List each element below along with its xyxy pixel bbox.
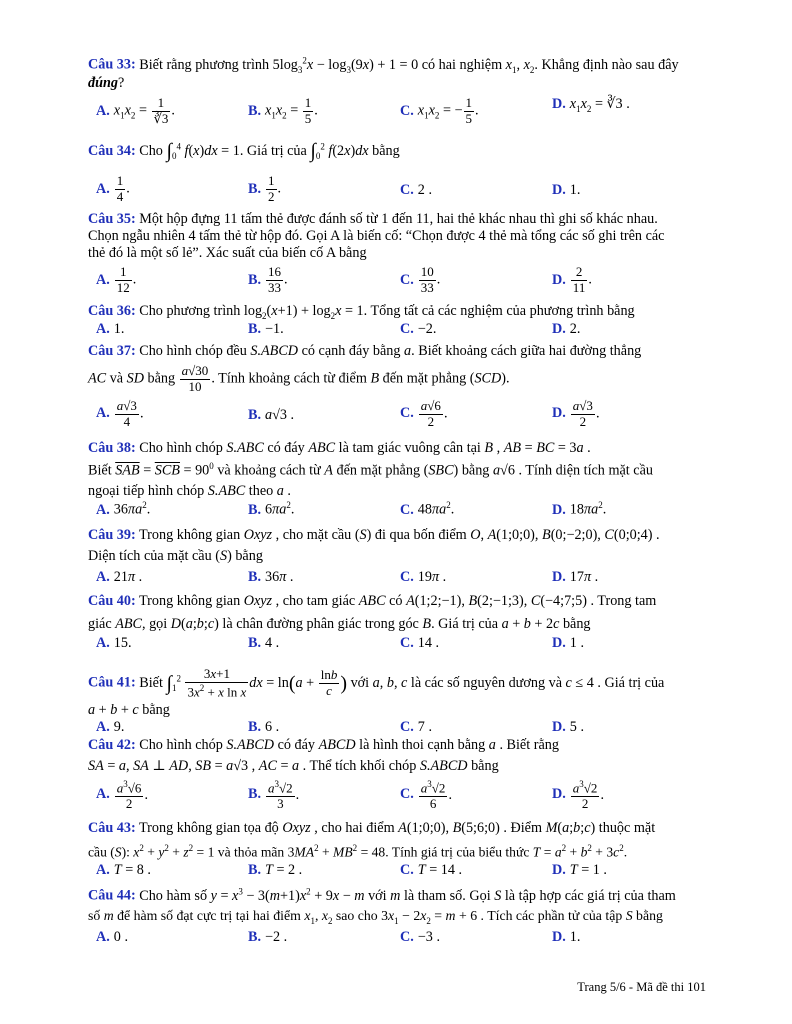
question-text: thẻ đó là một số lẻ”. Xác suất của biến cố A bằng [88, 244, 367, 261]
option-b: B. T = 2 . [248, 862, 303, 879]
option-c: C. −2. [400, 321, 437, 338]
option-c: C. −3 . [400, 928, 440, 945]
question-36 [88, 303, 708, 341]
option-b: B. $\frac{16}{33}$ . [248, 264, 288, 296]
question-42: Câu 42: Cho hình chóp S.ABCD có đáy ABCD là hình thoi cạnh bằng a . Biết rằng SA = a, SA ⊥ AD, SB = a√3 , AC = a . Thể tích khối chóp S.ABCD bằng A. $\frac{a^3√6}{2}$ . B. $\frac{a^3√2}{3}$ . C. $\frac{a^3√2}{6}$ . D. $\frac{a^3√2}{2}$ . [88, 737, 604, 811]
question-33: Câu 33: Biết rằng phương trình $5\log_3^2x - \log_3(9x) + 1 = 0$ có hai nghiệm $x_1$, $x_2$. Khẳng định nào sau đây đúng? A. $x_1x_2$ = $\frac{1}{∛3}$ . B. $x_1x_2$ = $\frac{1}{5}$ . C. $x_1x_2$ = − $\frac{1}{5}$ . D. $x_1x_2$ = ∛3 . [88, 55, 679, 126]
question-text: Cho $\int_0^4$ f(x)dx = 1. Giá trị của $\int_0^2$ f(2x)dx bằng [139, 140, 400, 162]
option-d: D. $\frac{a^3√2}{2}$ . [552, 778, 604, 811]
option-c: C. 14 . [400, 634, 440, 651]
option-c: C. 19π . [400, 568, 447, 585]
question-34 [88, 140, 708, 210]
option-a: A. $36\pi a^2$. [96, 499, 151, 518]
option-a: A. $\frac{a√3}{4}$ . [96, 397, 144, 429]
question-label: Câu 41: [88, 674, 136, 691]
option-b: B. a√3 . [248, 406, 295, 423]
option-d: D. $\frac{a√3}{2}$ . [552, 397, 600, 429]
question-text: Cho hàm số $y = x^3 - 3(m+1)x^2 + 9x - m$ với m là tham số. Gọi S là tập hợp các giá trị của tham [139, 886, 676, 904]
question-label: Câu 37: [88, 343, 136, 359]
question-text: Một hộp đựng 11 tấm thẻ được đánh số từ 1 đến 11, hai thẻ khác nhau thì ghi số khác nhau. [139, 211, 658, 227]
question-37: Câu 37: Cho hình chóp đều S.ABCD có cạnh đáy bằng a. Biết khoảng cách giữa hai đường thẳng AC và SD bằng $\frac{a√30}{10}$ . Tính khoảng cách từ điểm B đến mặt phẳng (SCD). A. $\frac{a√3}{4}$ . B. a√3 . C. $\frac{a√6}{2}$ . D. $\frac{a√3}{2}$ . [88, 343, 642, 429]
option-d: D. 1. [552, 182, 581, 198]
option-c: C. T = 14 . [400, 862, 463, 879]
question-label: Câu 39: [88, 527, 136, 543]
option-d: D. 1 . [552, 634, 584, 651]
question-38: Câu 38: Cho hình chóp S.ABC có đáy ABC là tam giác vuông cân tại B , AB = BC = 3a . Biết $\overline{SAB} = \overline{SCB} = 90^0$ và khoảng cách từ A đến mặt phẳng (SBC) bằng a√6 . Tính diện tích mặt cầu ngoại tiếp hình chóp S.ABC theo a . A. $36\pi a^2$. B. $6\pi a^2$. C. $48\pi a^2$. D. $18\pi a^2$. [88, 440, 653, 518]
question-text: Cho hình chóp S.ABCD có đáy ABCD là hình thoi cạnh bằng a . Biết rằng [139, 737, 559, 753]
option-c: C. 2 . [400, 182, 432, 198]
question-44: Câu 44: Cho hàm số $y = x^3 - 3(m+1)x^2 + 9x - m$ với m là tham số. Gọi S là tập hợp các giá trị của tham số m để hàm số đạt cực trị tại hai điểm $x_1$, $x_2$ sao cho $3x_1 - 2x_2 = m + 6$ . Tích các phần tử của tập S bằng A. 0 . B. −2 . C. −3 . D. 1. [88, 886, 676, 945]
option-c: C. $\frac{a^3√2}{6}$ . [400, 778, 452, 811]
option-b: B. 36π . [248, 568, 294, 585]
option-c: C. 7 . [400, 718, 432, 735]
option-c: C. $48\pi a^2$. [400, 499, 455, 518]
option-b: B. −2 . [248, 928, 288, 945]
question-label: Câu 44: [88, 887, 136, 904]
option-a: A. 0 . [96, 928, 128, 945]
question-text: Trong không gian tọa độ Oxyz , cho hai điểm A(1;0;0), B(5;6;0) . Điểm M(a;b;c) thuộc mặt [139, 820, 656, 836]
option-c: C. $\frac{a√6}{2}$ . [400, 397, 448, 429]
option-b: B. 4 . [248, 634, 280, 651]
question-41 [88, 658, 708, 739]
option-b: B. $x_1x_2$ = $\frac{1}{5}$ . [248, 94, 318, 126]
option-a: A. 21π . [96, 568, 143, 585]
option-a: A. 1. [96, 321, 125, 338]
question-text: Trong không gian Oxyz , cho mặt cầu (S) đi qua bốn điểm O, A(1;0;0), B(0;−2;0), C(0;0;4) . [139, 527, 660, 543]
option-d: D. $x_1x_2$ = ∛3 . [552, 95, 630, 114]
question-39: Câu 39: Trong không gian Oxyz , cho mặt cầu (S) đi qua bốn điểm O, A(1;0;0), B(0;−2;0), C(0;0;4) . Diện tích của mặt cầu (S) bằng A. 21π . B. 36π . C. 19π . D. 17π . [88, 527, 660, 585]
question-label: Câu 40: [88, 593, 136, 609]
page-footer: Trang 5/6 - Mã đề thi 101 [577, 980, 706, 994]
question-40: Câu 40: Trong không gian Oxyz , cho tam giác ABC có A(1;2;−1), B(2;−1;3), C(−4;7;5) . Trong tam giác ABC, gọi D(a;b;c) là chân đường phân giác trong góc B. Giá trị của a + b + 2c bằng A. 15. B. 4 . C. 14 . D. 1 . [88, 593, 657, 651]
question-text: Biết rằng phương trình $5\log_3^2x - \log_3(9x) + 1 = 0$ có hai nghiệm $x_1$, $x_2$. Khẳng định nào sau đây [139, 55, 679, 75]
question-label: Câu 35: [88, 211, 136, 227]
option-a: A. $\frac{1}{4}$ . [96, 173, 130, 204]
option-d: D. T = 1 . [552, 862, 607, 879]
option-b: B. 6 . [248, 718, 280, 735]
option-d: D. 5 . [552, 718, 584, 735]
option-a: A. 9. [96, 718, 125, 735]
question-label: Câu 43: [88, 820, 136, 836]
option-c: C. $x_1x_2$ = − $\frac{1}{5}$ . [400, 94, 479, 126]
question-label: Câu 38: [88, 440, 136, 456]
question-label: Câu 42: [88, 737, 136, 753]
option-a: A. $\frac{a^3√6}{2}$ . [96, 778, 148, 811]
question-label: Câu 33: [88, 56, 136, 73]
option-a: A. T = 8 . [96, 862, 151, 879]
option-b: B. $\frac{1}{2}$ . [248, 173, 282, 204]
option-d: D. $\frac{2}{11}$ . [552, 264, 592, 296]
question-35 [88, 211, 708, 301]
question-label: Câu 36: [88, 303, 136, 319]
option-d: D. 17π . [552, 568, 599, 585]
question-text: Biết $\int_1^2$ $\frac{3x+1}{3x^2 + x \ln x}$ dx = ln(a + $\frac{\ln b}{c}$ ) với a, b, c là các số nguyên dương và c ≤ 4 . Giá trị của [139, 665, 665, 700]
option-d: D. 1. [552, 928, 581, 945]
option-b: B. $6\pi a^2$. [248, 499, 295, 518]
question-text: a + b + c bằng [88, 702, 170, 718]
question-text: Cho phương trình $\log_2(x+1) + \log_2x = 1$. Tổng tất cả các nghiệm của phương trình bằng [139, 303, 635, 321]
question-text: Chọn ngẫu nhiên 4 tấm thẻ từ hộp đó. Gọi A là biến cố: “Chọn được 4 thẻ mà tổng các số ghi trên các [88, 227, 665, 244]
question-text: Trong không gian Oxyz , cho tam giác ABC có A(1;2;−1), B(2;−1;3), C(−4;7;5) . Trong tam [139, 593, 657, 609]
option-a: A. $\frac{1}{12}$ . [96, 264, 137, 296]
option-a: A. 15. [96, 634, 132, 651]
question-text: Cho hình chóp S.ABC có đáy ABC là tam giác vuông cân tại B , AB = BC = 3a . [139, 440, 591, 456]
option-d: D. $18\pi a^2$. [552, 499, 607, 518]
question-text: Cho hình chóp đều S.ABCD có cạnh đáy bằng a. Biết khoảng cách giữa hai đường thẳng [139, 343, 642, 359]
option-a: A. $x_1x_2$ = $\frac{1}{∛3}$ . [96, 94, 175, 126]
option-c: C. $\frac{10}{33}$ . [400, 264, 441, 296]
question-43: Câu 43: Trong không gian tọa độ Oxyz , cho hai điểm A(1;0;0), B(5;6;0) . Điểm M(a;b;c) thuộc mặt cầu (S): $x^2 + y^2 + z^2 = 1$ và thỏa mãn $3MA^2 + MB^2 = 48$. Tính giá trị của biểu thức $T = a^2 + b^2 + 3c^2$. A. T = 8 . B. T = 2 . C. T = 14 . D. T = 1 . [88, 820, 656, 879]
option-d: D. 2. [552, 321, 581, 338]
option-b: B. −1. [248, 321, 284, 338]
question-label: Câu 34: [88, 143, 136, 160]
option-b: B. $\frac{a^3√2}{3}$ . [248, 778, 300, 811]
